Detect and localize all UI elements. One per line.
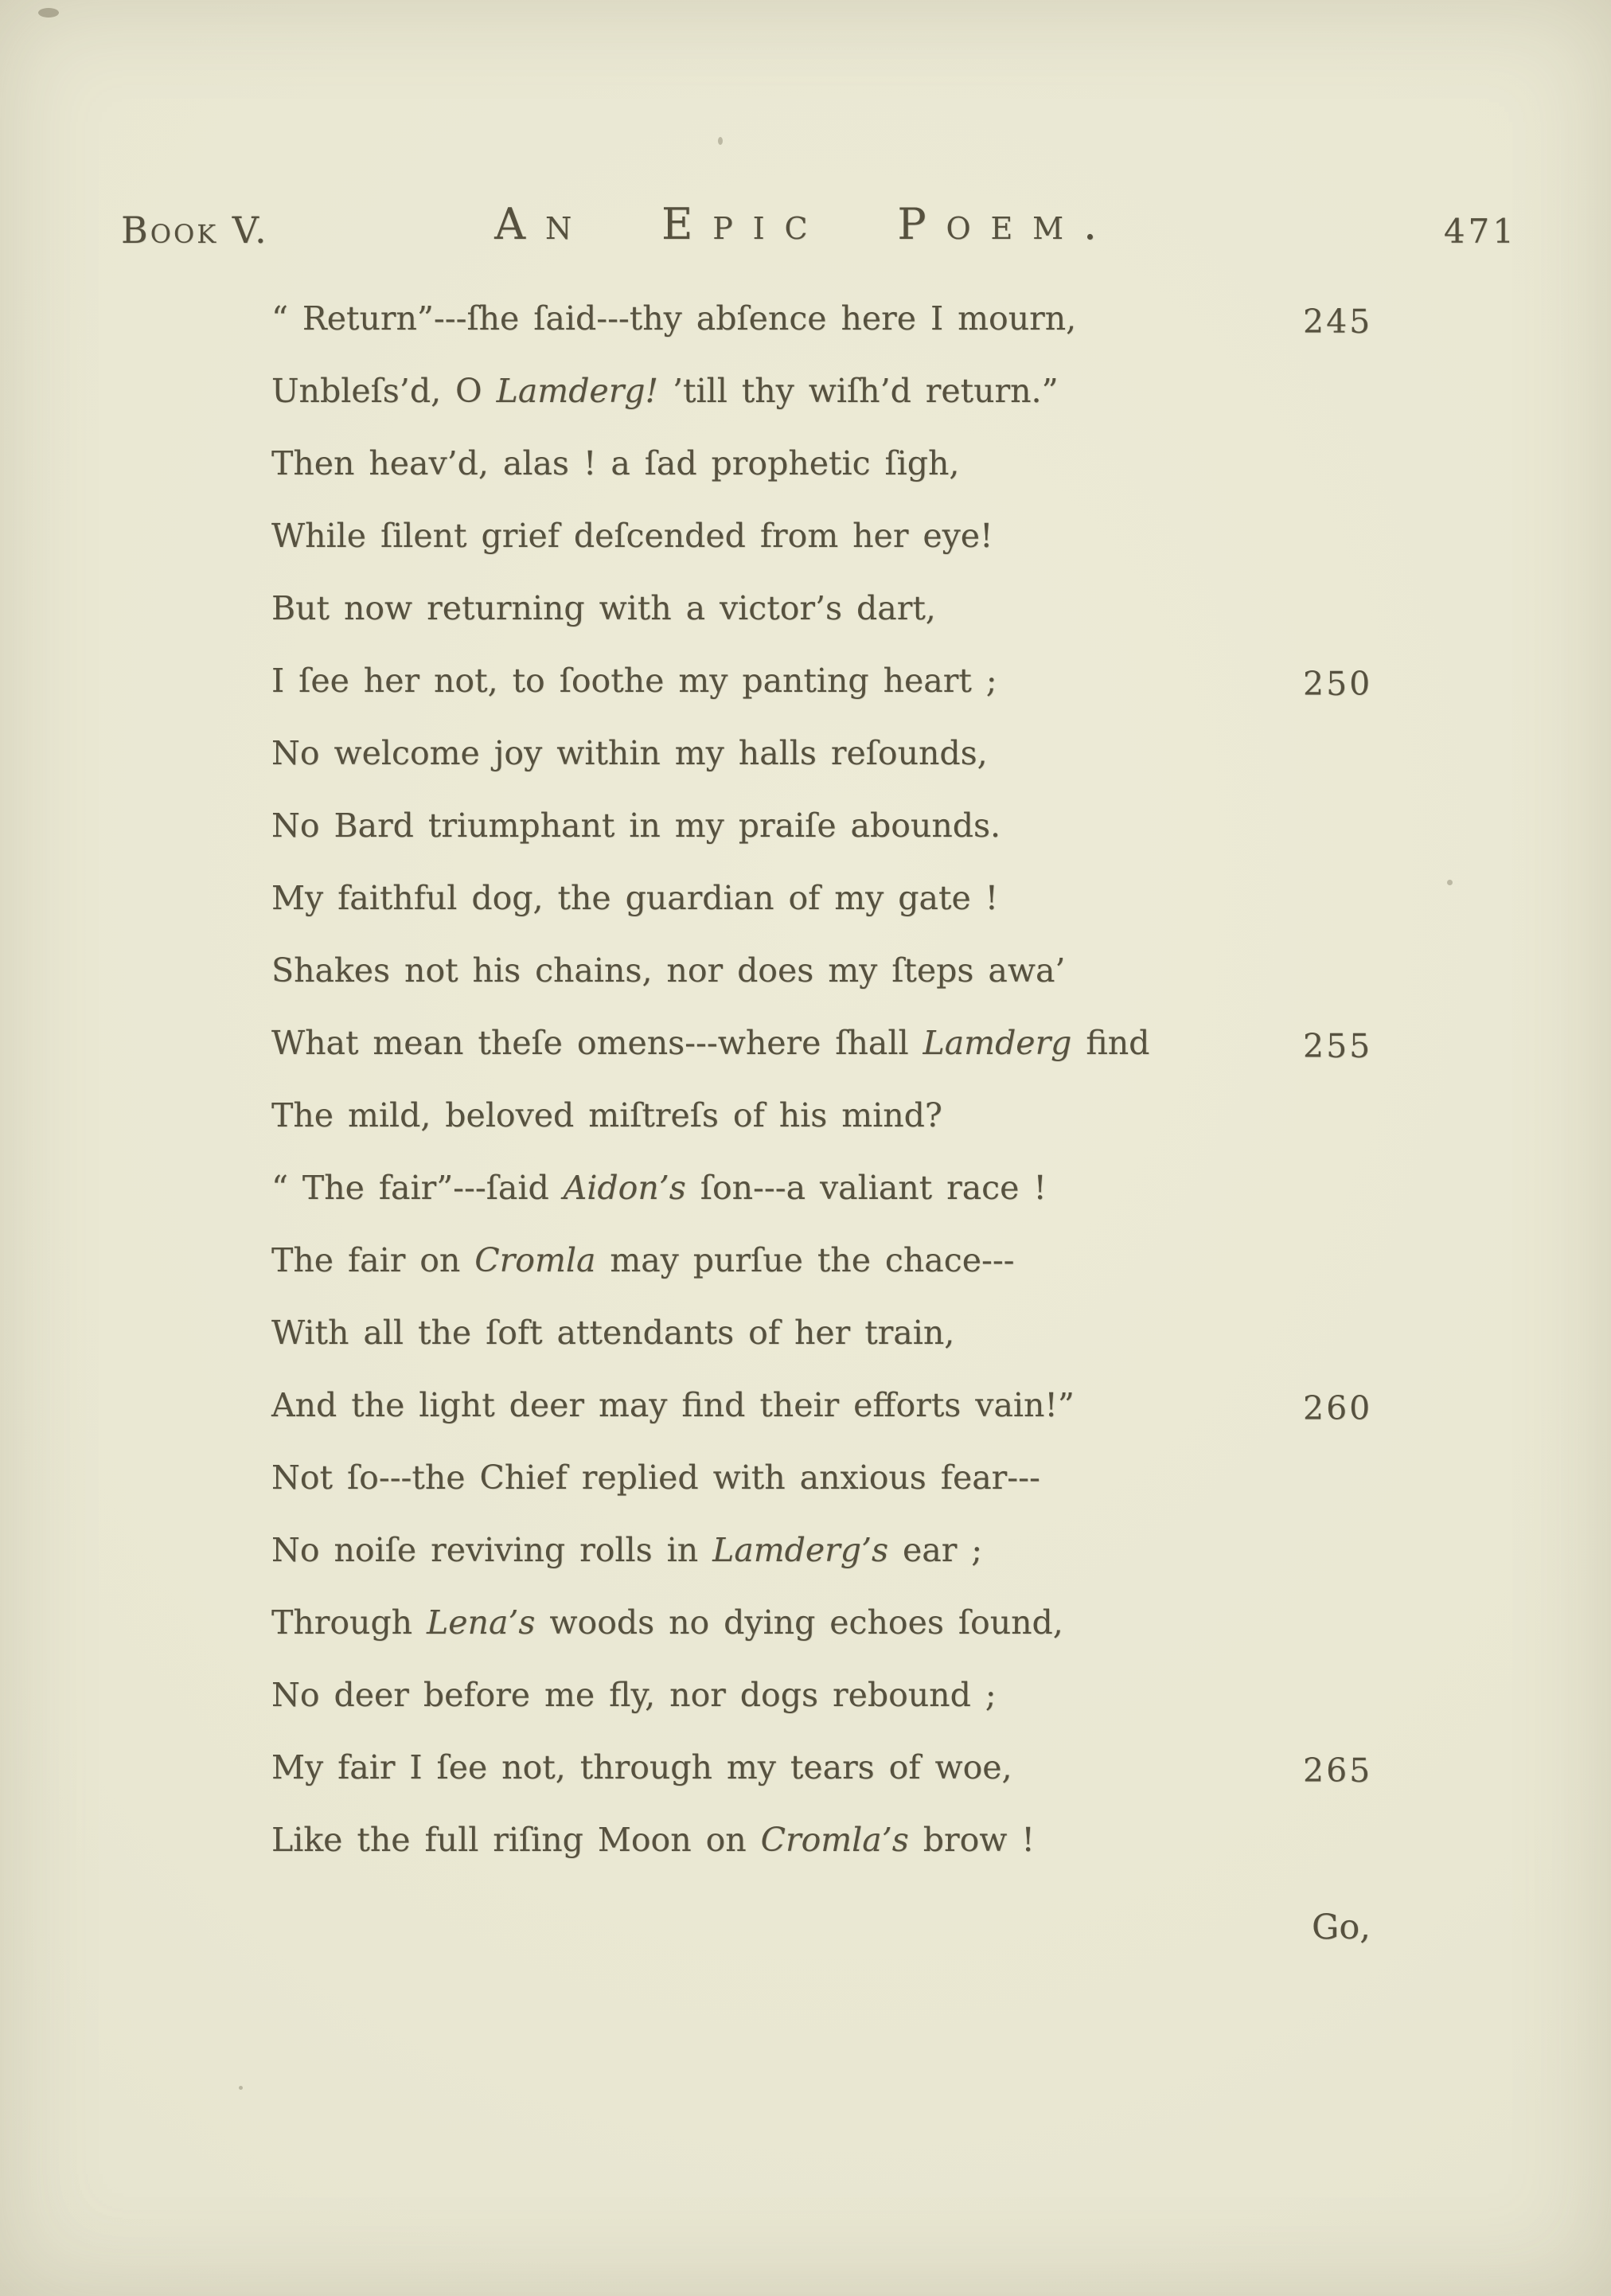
italic-proper-noun: Lamderg!	[496, 372, 659, 410]
poem-text-segment: What mean theſe omens---where ſhall	[271, 1024, 923, 1062]
poem-line-text	[271, 517, 993, 555]
poem-line	[271, 1528, 1481, 1600]
poem-text-segment: brow !	[908, 1821, 1035, 1859]
poem-text-segment: No noiſe reviving rolls in	[271, 1531, 713, 1569]
poem-line	[271, 876, 1481, 948]
poem-text	[271, 296, 1481, 1890]
page-number: 471	[1443, 212, 1517, 251]
italic-proper-noun: Lamderg’s	[712, 1531, 889, 1569]
poem-text-segment: ’till thy wiſh’d return.”	[658, 372, 1059, 410]
line-number: 255	[1303, 1027, 1373, 1065]
poem-line	[271, 1600, 1481, 1673]
poem-text-segment: And the light deer may find their efforts vain!”	[271, 1386, 1075, 1424]
italic-proper-noun: Cromla	[474, 1241, 596, 1279]
poem-line	[271, 731, 1481, 803]
poem-text-segment: My fair I ſee not, through my tears of woe,	[271, 1748, 1012, 1786]
poem-line-text	[271, 1314, 954, 1352]
poem-line-text	[271, 1169, 1047, 1207]
italic-proper-noun: Lena’s	[427, 1603, 536, 1642]
poem-line-text	[271, 734, 988, 772]
poem-line-text	[271, 589, 936, 627]
poem-text-segment: find	[1071, 1024, 1150, 1062]
poem-text-segment: The fair on	[271, 1241, 475, 1279]
poem-line-text	[271, 1676, 997, 1714]
poem-line-text	[271, 806, 1001, 845]
poem-text-segment: I ſee her not, to ſoothe my panting heart ;	[271, 662, 997, 700]
poem-text-segment: While ſilent grief deſcended from her eye!	[271, 517, 993, 555]
poem-text-segment: ear ;	[888, 1531, 983, 1569]
poem-text-segment: But now returning with a victor’s dart,	[271, 589, 936, 627]
poem-text-segment: No Bard triumphant in my praiſe abounds.	[271, 806, 1001, 845]
poem-text-segment: “ Return”---ſhe ſaid---thy abſence here I mourn,	[271, 299, 1077, 338]
paper-speck	[1447, 880, 1453, 885]
poem-line	[271, 1166, 1481, 1238]
page-title: An Epic Poem.	[494, 199, 1117, 249]
poem-line-text	[271, 372, 1059, 410]
poem-line-text	[271, 1458, 1040, 1497]
poem-line	[271, 1238, 1481, 1310]
poem-line	[271, 1818, 1481, 1890]
italic-proper-noun: Cromla’s	[760, 1821, 909, 1859]
paper-speck	[718, 137, 723, 145]
poem-line-text	[271, 1821, 1035, 1859]
poem-line-text	[271, 1096, 942, 1134]
poem-line-text	[271, 1748, 1012, 1786]
poem-line	[271, 948, 1481, 1021]
poem-line	[271, 658, 1481, 731]
poem-text-segment: ſon---a valiant race !	[685, 1169, 1047, 1207]
poem-line	[271, 513, 1481, 586]
poem-line	[271, 369, 1481, 441]
poem-line	[271, 1673, 1481, 1745]
poem-line-text	[271, 444, 959, 482]
poem-text-segment: woods no dying echoes ſound,	[535, 1603, 1063, 1642]
poem-line	[271, 586, 1481, 658]
poem-line	[271, 1455, 1481, 1528]
line-number: 245	[1303, 303, 1373, 341]
poem-text-segment: My faithful dog, the guardian of my gate !	[271, 879, 999, 917]
poem-line-text	[271, 1024, 1149, 1062]
poem-line-text	[271, 951, 1065, 990]
poem-text-segment: Through	[271, 1603, 427, 1642]
poem-line	[271, 1383, 1481, 1455]
poem-text-segment: With all the ſoft attendants of her train,	[271, 1314, 955, 1352]
poem-line	[271, 803, 1481, 876]
poem-line	[271, 1310, 1481, 1383]
poem-line-text	[271, 1386, 1075, 1424]
poem-line-text	[271, 299, 1076, 338]
poem-text-segment: Like the full riſing Moon on	[271, 1821, 761, 1859]
poem-text-segment: Shakes not his chains, nor does my ſteps awa’	[271, 951, 1066, 990]
poem-text-segment: The mild, beloved miſtreſs of his mind?	[271, 1096, 942, 1134]
line-number: 265	[1303, 1751, 1373, 1790]
poem-line-text	[271, 1531, 982, 1569]
poem-text-segment: Not ſo---the Chief replied with anxious fear---	[271, 1458, 1040, 1497]
poem-text-segment: No deer before me fly, nor dogs rebound ;	[271, 1676, 997, 1714]
line-number: 250	[1303, 665, 1373, 703]
poem-line-text	[271, 879, 998, 917]
poem-text-segment: No welcome joy within my halls reſounds,	[271, 734, 988, 772]
poem-line-text	[271, 1603, 1063, 1642]
poem-text-segment: Then heav’d, alas ! a ſad prophetic ſigh,	[271, 444, 960, 482]
poem-line-text	[271, 1241, 1015, 1279]
page-header	[0, 199, 1611, 269]
paper-speck	[239, 2086, 243, 2090]
poem-line	[271, 1745, 1481, 1818]
poem-line	[271, 1021, 1481, 1093]
italic-proper-noun: Lamderg	[923, 1024, 1072, 1062]
poem-line	[271, 1093, 1481, 1166]
catchword: Go,	[1312, 1907, 1371, 1947]
poem-line	[271, 296, 1481, 369]
poem-text-segment: Unbleſs’d, O	[271, 372, 497, 410]
italic-proper-noun: Aidon’s	[563, 1169, 686, 1207]
book-label: Book V.	[121, 209, 269, 252]
poem-line-text	[271, 662, 997, 700]
poem-text-segment: “ The fair”---ſaid	[271, 1169, 564, 1207]
poem-line	[271, 441, 1481, 513]
poem-text-segment: may purſue the chace---	[595, 1241, 1015, 1279]
line-number: 260	[1303, 1389, 1373, 1427]
paper-speck	[38, 8, 59, 18]
